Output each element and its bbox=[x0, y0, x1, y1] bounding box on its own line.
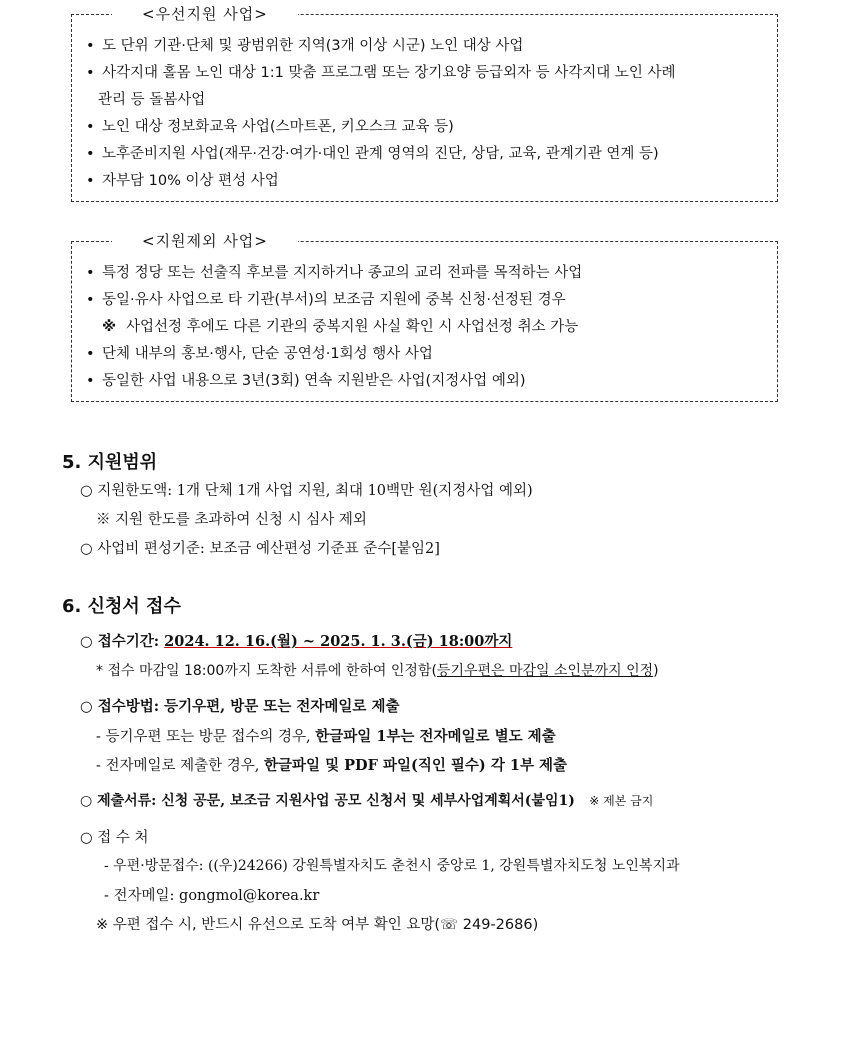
method-detail-2: - 전자메일로 제출한 경우, 한글파일 및 PDF 파일(직인 필수) 각 1부 제출 bbox=[96, 757, 568, 774]
period-circle: ○ bbox=[80, 633, 93, 650]
documents-line: ○ 제출서류: 신청 공문, 보조금 지원사업 공모 신청서 및 세부사업계획서(붙임1) ※ 제본 금지 bbox=[80, 793, 654, 809]
period-line bbox=[80, 630, 512, 651]
bullet-mark: • bbox=[86, 65, 95, 81]
note-mark: ※ bbox=[102, 319, 117, 335]
receiving-address: - 우편·방문접수: ((우)24266) 강원특별자치도 춘천시 중앙로 1, 강원특별자치도청 노인복지과 bbox=[104, 858, 680, 874]
list-item bbox=[86, 368, 777, 395]
list-item bbox=[86, 341, 777, 368]
list-item-continuation: 관리 등 돌봄사업 bbox=[98, 92, 206, 108]
list-item-text: 특정 정당 또는 선출직 후보를 지지하거나 종교의 교리 전파를 목적하는 사업 bbox=[102, 265, 583, 281]
list-item bbox=[86, 287, 777, 314]
section-5-heading: 5. 지원범위 bbox=[62, 452, 158, 473]
list-item bbox=[86, 114, 777, 141]
list-item-text: 자부담 10% 이상 편성 사업 bbox=[102, 173, 279, 189]
method-line: ○ 접수방법: 등기우편, 방문 또는 전자메일로 제출 bbox=[80, 698, 400, 715]
period-label: 접수기간: bbox=[97, 633, 160, 650]
receiving-place-line: ○ 접 수 처 bbox=[80, 830, 149, 846]
budget-standard-line: ○ 사업비 편성기준: 보조금 예산편성 기준표 준수[붙임2] bbox=[80, 541, 440, 557]
bullet-mark: • bbox=[86, 346, 95, 362]
support-limit-line: ○ 지원한도액: 1개 단체 1개 사업 지원, 최대 10백만 원(지정사업 예외) bbox=[80, 483, 533, 499]
priority-support-list bbox=[86, 33, 777, 195]
bullet-mark: • bbox=[86, 173, 95, 189]
priority-support-title: <우선지원 사업> bbox=[112, 3, 298, 24]
bullet-mark: • bbox=[86, 119, 95, 135]
list-item bbox=[86, 141, 777, 168]
list-item-text: 노후준비지원 사업(재무·건강·여가·대인 관계 영역의 진단, 상담, 교육, 관계기관 연계 등) bbox=[102, 146, 659, 162]
list-item-text: 노인 대상 정보화교육 사업(스마트폰, 키오스크 교육 등) bbox=[102, 119, 454, 135]
list-item bbox=[86, 168, 777, 195]
period-note: * 접수 마감일 18:00까지 도착한 서류에 한하여 인정함(등기우편은 마감일 소인분까지 인정) bbox=[96, 663, 659, 679]
excluded-support-title: <지원제외 사업> bbox=[112, 230, 298, 251]
list-item-text: 동일한 사업 내용으로 3년(3회) 연속 지원받은 사업(지정사업 예외) bbox=[102, 373, 526, 389]
bullet-mark: • bbox=[86, 38, 95, 54]
list-item-text: 단체 내부의 홍보·행사, 단순 공연성·1회성 행사 사업 bbox=[102, 346, 433, 362]
list-item bbox=[86, 60, 777, 87]
excluded-support-box bbox=[71, 232, 778, 402]
excluded-support-list bbox=[86, 260, 777, 395]
list-item bbox=[86, 260, 777, 287]
support-limit-note: ※ 지원 한도를 초과하여 신청 시 심사 제외 bbox=[96, 512, 367, 528]
list-note bbox=[86, 314, 777, 341]
bullet-mark: • bbox=[86, 265, 95, 281]
list-item-text: 도 단위 기관·단체 및 광범위한 지역(3개 이상 시군) 노인 대상 사업 bbox=[102, 38, 524, 54]
receiving-note: ※ 우편 접수 시, 반드시 유선으로 도착 여부 확인 요망(☏ 249-2686) bbox=[96, 917, 539, 933]
list-item-text: 사업선정 후에도 다른 기관의 중복지원 사실 확인 시 사업선정 취소 가능 bbox=[126, 319, 579, 335]
list-item-text: 동일·유사 사업으로 타 기관(부서)의 보조금 지원에 중복 신청·선정된 경우 bbox=[102, 292, 566, 308]
method-detail-1: - 등기우편 또는 방문 접수의 경우, 한글파일 1부는 전자메일로 별도 제출 bbox=[96, 728, 556, 745]
list-item-text: 사각지대 홀몸 노인 대상 1:1 맞춤 프로그램 또는 장기요양 등급외자 등 사각지대 노인 사례 bbox=[102, 65, 676, 81]
period-value: 2024. 12. 16.(월) ~ 2025. 1. 3.(금) 18:00까지 bbox=[164, 633, 513, 650]
priority-support-box bbox=[71, 5, 778, 202]
documents-note: ※ 제본 금지 bbox=[589, 794, 654, 808]
section-6-heading: 6. 신청서 접수 bbox=[62, 596, 181, 617]
receiving-email: - 전자메일: gongmol@korea.kr bbox=[104, 888, 320, 904]
bullet-mark: • bbox=[86, 292, 95, 308]
bullet-mark: • bbox=[86, 373, 95, 389]
list-item bbox=[86, 33, 777, 60]
bullet-mark: • bbox=[86, 146, 95, 162]
